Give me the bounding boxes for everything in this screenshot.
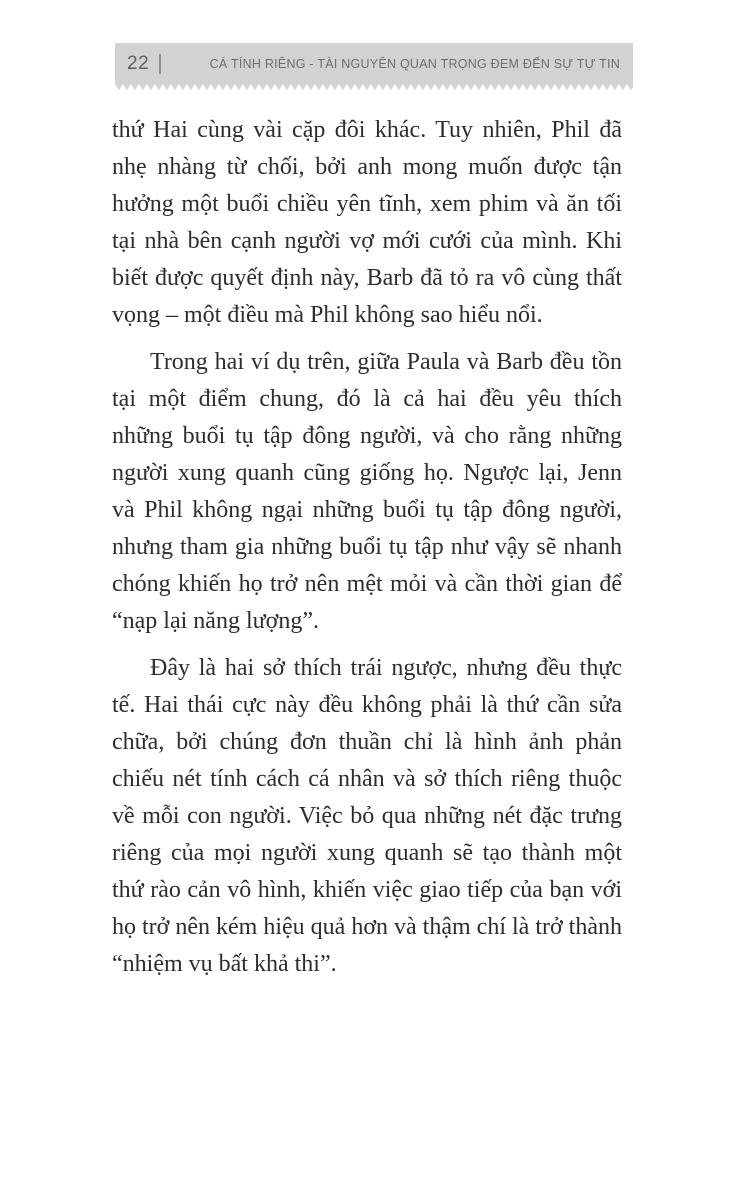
body-text [112, 112, 622, 993]
paragraph-2: Trong hai ví dụ trên, giữa Paula và Barb đều tồn tại một điểm chung, đó là cả hai đều yêu thích những buổi tụ tập đông người, và cho rằng những người xung quanh cũng giống họ. Ngược lại, Jenn và Phil không ngại những buổi tụ tập đông người, nhưng tham gia những buổi tụ tập như vậy sẽ nhanh chóng khiến họ trở nên mệt mỏi và cần thời gian để “nạp lại năng lượng”. [112, 349, 622, 634]
running-header [115, 43, 633, 84]
header-sawtooth-edge [115, 84, 633, 90]
paragraph-3: Đây là hai sở thích trái ngược, nhưng đều thực tế. Hai thái cực này đều không phải là thứ cần sửa chữa, bởi chúng đơn thuần chỉ là hình ảnh phản chiếu nét tính cách cá nhân và sở thích riêng thuộc về mỗi con người. Việc bỏ qua những nét đặc trưng riêng của mọi người xung quanh sẽ tạo thành một thứ rào cản vô hình, khiến việc giao tiếp của bạn với họ trở nên kém hiệu quả hơn và thậm chí là trở thành “nhiệm vụ bất khả thi”. [112, 655, 622, 977]
paragraph-1: thứ Hai cùng vài cặp đôi khác. Tuy nhiên, Phil đã nhẹ nhàng từ chối, bởi anh mong muốn được tận hưởng một buổi chiều yên tĩnh, xem phim và ăn tối tại nhà bên cạnh người vợ mới cưới của mình. Khi biết được quyết định này, Barb đã tỏ ra vô cùng thất vọng – một điều mà Phil không sao hiểu nổi. [112, 117, 622, 328]
page-number: 22 [127, 52, 150, 74]
running-header-title: CÁ TÍNH RIÊNG - TÀI NGUYÊN QUAN TRỌNG ĐEM ĐẾN SỰ TỰ TIN [209, 56, 620, 71]
